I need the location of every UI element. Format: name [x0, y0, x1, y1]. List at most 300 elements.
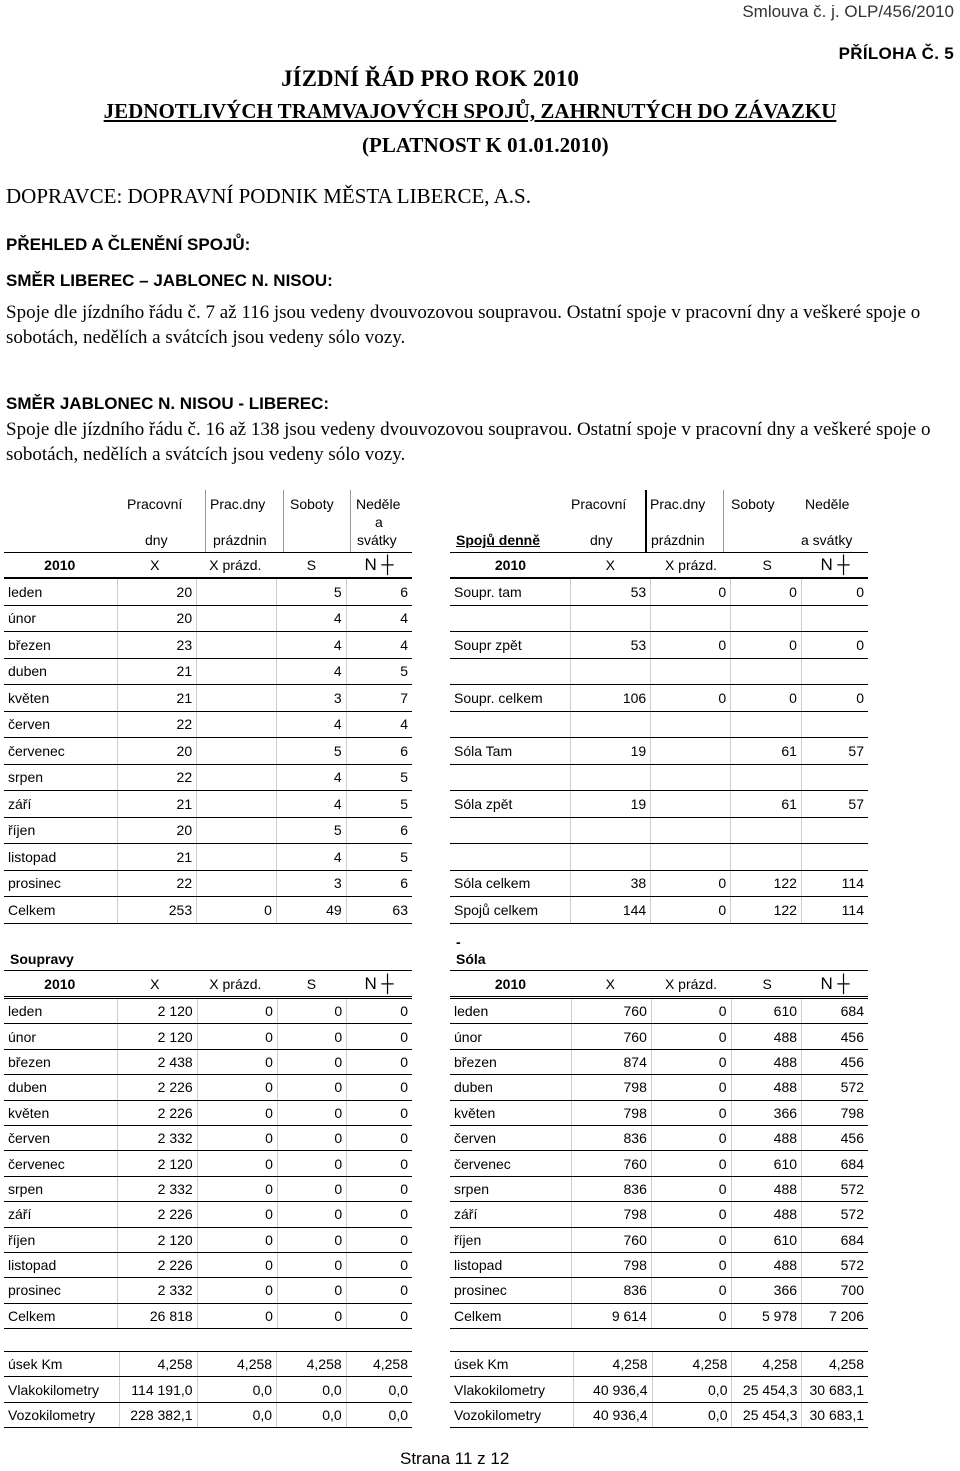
cell-value: 836 [572, 1278, 651, 1303]
row-label: prosinec [450, 1278, 572, 1303]
cell-value [801, 711, 868, 738]
cell-value [731, 658, 802, 685]
table-row [450, 764, 868, 791]
code-xp: X prázd. [664, 975, 718, 992]
code-s: S [762, 975, 772, 992]
cell-value: 760 [572, 1024, 651, 1049]
cell-value [571, 711, 651, 738]
row-label: duben [4, 1075, 117, 1100]
row-label: květen [4, 1100, 117, 1125]
code-x: X [605, 975, 615, 992]
cell-value: 0 [197, 1227, 277, 1252]
cell-value: 9 614 [572, 1303, 651, 1328]
cell-value: 4,258 [346, 1352, 412, 1377]
header-divider [723, 490, 724, 552]
cell-value: 0 [277, 1176, 346, 1201]
col-header-holiday-workdays-2: prázdnin [213, 532, 267, 548]
table-row [4, 791, 412, 818]
cell-value: 572 [802, 1075, 868, 1100]
cell-value: 26 818 [117, 1303, 197, 1328]
cell-value: 5 [346, 791, 412, 818]
cell-value: 23 [117, 632, 197, 659]
table-row [4, 658, 412, 685]
cell-value: 0 [197, 1278, 277, 1303]
row-label [450, 817, 571, 844]
table-row [450, 1303, 868, 1328]
cell-value: 0,0 [652, 1377, 732, 1402]
cell-value: 38 [571, 870, 651, 897]
cell-value: 0 [277, 999, 346, 1024]
sola-table [450, 998, 868, 1329]
row-label: Soupr. tam [450, 579, 571, 606]
cell-value: 40 936,4 [574, 1377, 652, 1402]
cell-value: 30 683,1 [802, 1377, 868, 1402]
code-n: N ┼ [364, 554, 394, 574]
cell-value: 0 [347, 999, 412, 1024]
cell-value: 25 454,3 [732, 1402, 802, 1427]
cell-value [197, 711, 277, 738]
row-label: prosinec [4, 1278, 117, 1303]
cell-value: 22 [117, 711, 197, 738]
table-row [450, 1176, 868, 1201]
cell-value: 61 [731, 791, 802, 818]
table-row [4, 1176, 412, 1201]
cell-value: 21 [117, 658, 197, 685]
cell-value: 456 [802, 1125, 868, 1150]
cell-value: 456 [802, 1024, 868, 1049]
cell-value: 0 [651, 1252, 731, 1277]
cell-value: 5 [276, 579, 346, 606]
code-row-sola [450, 971, 868, 996]
cell-value: 0 [651, 897, 731, 924]
cell-value: 366 [731, 1278, 802, 1303]
row-label [450, 764, 571, 791]
row-label: únor [4, 1024, 117, 1049]
sola-km-table [450, 1351, 868, 1428]
cell-value: 0 [651, 685, 731, 712]
cell-value: 0 [651, 1049, 731, 1074]
table-row [450, 791, 868, 818]
cell-value: 0 [801, 685, 868, 712]
cell-value: 5 [346, 844, 412, 871]
cell-value: 0 [651, 1227, 731, 1252]
table-row [4, 1352, 412, 1377]
row-label: říjen [450, 1227, 572, 1252]
code-row-right [450, 552, 868, 577]
cell-value [197, 685, 277, 712]
cell-value: 7 [346, 685, 412, 712]
validity-note: (PLATNOST K 01.01.2010) [362, 133, 609, 157]
cell-value [651, 791, 731, 818]
cell-value: 5 [276, 738, 346, 765]
cell-value: 0,0 [277, 1377, 347, 1402]
cell-value: 7 206 [802, 1303, 868, 1328]
table-row [450, 1377, 868, 1402]
col-header-sundays-2: a [375, 514, 383, 530]
cell-value [197, 764, 277, 791]
connections-table [450, 578, 868, 924]
table-row [450, 1352, 868, 1377]
cell-value: 5 [346, 658, 412, 685]
col-header-sundays-3: svátky [357, 532, 397, 548]
cell-value: 0 [277, 1100, 346, 1125]
cell-value: 20 [117, 738, 197, 765]
table-row [450, 1100, 868, 1125]
row-label: listopad [450, 1252, 572, 1277]
cell-value: 0 [197, 1252, 277, 1277]
soupravy-table [4, 998, 412, 1329]
row-label: únor [450, 1024, 572, 1049]
cell-value: 144 [571, 897, 651, 924]
cell-value: 4,258 [652, 1352, 732, 1377]
row-label: leden [450, 999, 572, 1024]
cell-value: 0 [277, 1125, 346, 1150]
cell-value [731, 764, 802, 791]
direction-2-text: Spoje dle jízdního řádu č. 16 až 138 jsou vedeny dvouvozovou soupravou. Ostatní spoje v pracovní dny a veškeré spoje o sobotách, nedělích a svátcích jsou vedeny sólo vozy. [6, 419, 931, 465]
cell-value [651, 658, 731, 685]
code-row-left [4, 552, 412, 577]
cell-value: 700 [802, 1278, 868, 1303]
cell-value: 122 [731, 870, 802, 897]
cell-value: 0 [197, 1176, 277, 1201]
cell-value: 4,258 [197, 1352, 277, 1377]
row-label: březen [4, 632, 117, 659]
cell-value [731, 844, 802, 871]
cell-value: 0 [197, 999, 277, 1024]
cell-value [571, 817, 651, 844]
row-label: listopad [4, 844, 117, 871]
cell-value: 0 [347, 1100, 412, 1125]
cell-value [651, 844, 731, 871]
sola-dash: - [456, 934, 461, 950]
cell-value: 0 [347, 1049, 412, 1074]
cell-value: 0,0 [652, 1402, 732, 1427]
cell-value: 0 [801, 632, 868, 659]
row-label: Vlakokilometry [450, 1377, 574, 1402]
cell-value: 0 [651, 1075, 731, 1100]
cell-value: 4,258 [732, 1352, 802, 1377]
cell-value: 2 226 [117, 1100, 197, 1125]
table-row [4, 1202, 412, 1227]
col-header-holiday-workdays: Prac.dny [210, 496, 266, 512]
cell-value [197, 870, 277, 897]
cell-value: 49 [276, 897, 346, 924]
cell-value [651, 711, 731, 738]
cell-value: 2 120 [117, 1024, 197, 1049]
cell-value: 0 [347, 1252, 412, 1277]
cell-value: 0 [347, 1176, 412, 1201]
cell-value: 0 [347, 1278, 412, 1303]
table-row [4, 1075, 412, 1100]
col-header-holiday-workdays-right-2: prázdnin [651, 532, 705, 548]
cell-value: 0 [277, 1303, 346, 1328]
cell-value: 4 [346, 711, 412, 738]
cell-value: 114 [801, 870, 868, 897]
code-x: X [150, 556, 160, 573]
row-label: září [4, 791, 117, 818]
code-xp: X prázd. [209, 556, 262, 573]
col-header-saturdays: Soboty [290, 496, 334, 512]
code-n: N ┼ [820, 973, 850, 993]
cell-value: 2 226 [117, 1075, 197, 1100]
row-label: listopad [4, 1252, 117, 1277]
cell-value: 836 [572, 1125, 651, 1150]
table-row [4, 1151, 412, 1176]
cell-value: 0 [277, 1024, 346, 1049]
row-label: Celkem [4, 897, 117, 924]
row-label: červenec [4, 738, 117, 765]
cell-value: 488 [731, 1202, 802, 1227]
cell-value: 836 [572, 1176, 651, 1201]
table-row [4, 1252, 412, 1277]
cell-value: 0 [277, 1049, 346, 1074]
cell-value: 572 [802, 1202, 868, 1227]
cell-value: 760 [572, 1151, 651, 1176]
contract-reference: Smlouva č. j. OLP/456/2010 [742, 2, 954, 21]
cell-value: 366 [731, 1100, 802, 1125]
code-x: X [150, 975, 160, 992]
table-row [450, 870, 868, 897]
cell-value: 21 [117, 791, 197, 818]
table-row [450, 1024, 868, 1049]
cell-value: 874 [572, 1049, 651, 1074]
row-label: červen [450, 1125, 572, 1150]
cell-value: 0,0 [346, 1377, 412, 1402]
cell-value: 0,0 [277, 1402, 347, 1427]
cell-value: 0 [347, 1125, 412, 1150]
col-header-saturdays-right: Soboty [731, 496, 775, 512]
cell-value: 488 [731, 1176, 802, 1201]
cell-value [651, 764, 731, 791]
table-row [450, 1075, 868, 1100]
cell-value: 2 332 [117, 1176, 197, 1201]
header-divider [205, 490, 206, 552]
table-row [450, 1402, 868, 1427]
table-row [4, 1049, 412, 1074]
cell-value: 4,258 [802, 1352, 868, 1377]
table-row [4, 685, 412, 712]
header-divider [645, 490, 647, 552]
cell-value: 21 [117, 844, 197, 871]
row-label: Vozokilometry [450, 1402, 574, 1427]
cell-value: 20 [117, 605, 197, 632]
row-label [450, 844, 571, 871]
table-row [4, 711, 412, 738]
cell-value: 20 [117, 817, 197, 844]
cell-value: 0 [651, 1125, 731, 1150]
table-row [450, 999, 868, 1024]
cell-value [571, 605, 651, 632]
cell-value: 63 [346, 897, 412, 924]
cell-value: 0 [651, 1303, 731, 1328]
cell-value: 610 [731, 1227, 802, 1252]
cell-value: 0 [731, 685, 802, 712]
table-row [450, 1125, 868, 1150]
cell-value: 572 [802, 1176, 868, 1201]
row-label: říjen [4, 1227, 117, 1252]
table-row [450, 1049, 868, 1074]
cell-value: 114 [801, 897, 868, 924]
cell-value: 0,0 [197, 1402, 277, 1427]
code-n: N ┼ [820, 554, 850, 574]
cell-value: 2 226 [117, 1202, 197, 1227]
row-label: srpen [4, 764, 117, 791]
cell-value: 0 [651, 1151, 731, 1176]
cell-value: 0 [347, 1202, 412, 1227]
cell-value: 610 [731, 999, 802, 1024]
table-row [450, 1252, 868, 1277]
cell-value [197, 579, 277, 606]
row-label: prosinec [4, 870, 117, 897]
cell-value: 572 [802, 1252, 868, 1277]
table-row [4, 1377, 412, 1402]
cell-value: 0 [197, 1151, 277, 1176]
cell-value: 0 [277, 1227, 346, 1252]
table-row [450, 632, 868, 659]
row-label: leden [4, 999, 117, 1024]
cell-value: 4 [276, 764, 346, 791]
cell-value [197, 844, 277, 871]
cell-value: 0 [651, 1024, 731, 1049]
row-label: Soupr zpět [450, 632, 571, 659]
row-label: srpen [4, 1176, 117, 1201]
cell-value: 6 [346, 870, 412, 897]
table-row [450, 817, 868, 844]
cell-value: 122 [731, 897, 802, 924]
table-row [450, 1202, 868, 1227]
table-row [450, 711, 868, 738]
table-row [4, 1402, 412, 1427]
cell-value: 0 [277, 1252, 346, 1277]
carrier-line: DOPRAVCE: DOPRAVNÍ PODNIK MĚSTA LIBERCE, A.S. [6, 184, 531, 208]
cell-value: 6 [346, 738, 412, 765]
cell-value: 0 [197, 1024, 277, 1049]
row-label: duben [4, 658, 117, 685]
cell-value [197, 605, 277, 632]
cell-value: 488 [731, 1125, 802, 1150]
row-label: březen [450, 1049, 572, 1074]
table-row [450, 605, 868, 632]
cell-value: 0,0 [197, 1377, 277, 1402]
cell-value: 0 [801, 579, 868, 606]
cell-value: 57 [801, 738, 868, 765]
cell-value: 798 [572, 1075, 651, 1100]
direction-2-heading: SMĚR JABLONEC N. NISOU - LIBEREC: [6, 394, 330, 413]
code-xp: X prázd. [664, 556, 718, 573]
direction-1-text: Spoje dle jízdního řádu č. 7 až 116 jsou vedeny dvouvozovou soupravou. Ostatní spoje v pracovní dny a veškeré spoje o sobotách, nedělích a svátcích jsou vedeny sólo vozy. [6, 302, 921, 348]
row-label: Spojů celkem [450, 897, 571, 924]
table-row [4, 1100, 412, 1125]
row-label [450, 658, 571, 685]
cell-value: 2 120 [117, 999, 197, 1024]
cell-value: 0 [347, 1151, 412, 1176]
cell-value: 53 [571, 579, 651, 606]
cell-value: 488 [731, 1049, 802, 1074]
cell-value: 2 332 [117, 1125, 197, 1150]
soupravy-km-table [4, 1351, 412, 1428]
cell-value: 4 [276, 605, 346, 632]
code-x: X [605, 556, 615, 573]
cell-value [197, 632, 277, 659]
code-year: 2010 [494, 975, 527, 992]
row-label: úsek Km [4, 1352, 119, 1377]
row-label: Sóla zpět [450, 791, 571, 818]
row-label [450, 605, 571, 632]
cell-value: 5 [346, 764, 412, 791]
cell-value: 0 [651, 1202, 731, 1227]
cell-value: 4 [276, 711, 346, 738]
cell-value: 0 [277, 1151, 346, 1176]
cell-value: 2 226 [117, 1252, 197, 1277]
col-header-holiday-workdays-right: Prac.dny [650, 496, 706, 512]
row-label: Celkem [4, 1303, 117, 1328]
cell-value: 798 [572, 1252, 651, 1277]
table-row [4, 844, 412, 871]
cell-value: 0 [197, 1125, 277, 1150]
table-row [4, 764, 412, 791]
cell-value [197, 738, 277, 765]
table-row [450, 685, 868, 712]
code-year: 2010 [44, 556, 76, 573]
code-xp: X prázd. [209, 975, 262, 992]
cell-value [801, 817, 868, 844]
overview-heading: PŘEHLED A ČLENĚNÍ SPOJŮ: [6, 235, 251, 254]
col-header-sundays-right: Neděle [805, 496, 850, 512]
cell-value: 0 [731, 579, 802, 606]
cell-value: 0 [347, 1024, 412, 1049]
cell-value: 2 438 [117, 1049, 197, 1074]
header-divider [283, 490, 284, 552]
cell-value: 4 [276, 844, 346, 871]
cell-value [571, 844, 651, 871]
cell-value: 6 [346, 579, 412, 606]
table-row [450, 579, 868, 606]
sola-title: Sóla [456, 951, 486, 967]
cell-value: 2 332 [117, 1278, 197, 1303]
cell-value: 4 [346, 605, 412, 632]
header-divider [350, 490, 351, 552]
cell-value [801, 658, 868, 685]
cell-value: 798 [802, 1100, 868, 1125]
cell-value: 22 [117, 870, 197, 897]
cell-value [651, 738, 731, 765]
cell-value: 0 [651, 999, 731, 1024]
document-title: JÍZDNÍ ŘÁD PRO ROK 2010 [281, 66, 579, 91]
row-label: úsek Km [450, 1352, 574, 1377]
row-label: říjen [4, 817, 117, 844]
row-label: březen [4, 1049, 117, 1074]
rule [4, 996, 412, 997]
table-row [450, 1227, 868, 1252]
cell-value [801, 605, 868, 632]
cell-value: 0 [277, 1075, 346, 1100]
table-row [4, 817, 412, 844]
cell-value: 684 [802, 999, 868, 1024]
cell-value: 22 [117, 764, 197, 791]
table-row [450, 897, 868, 924]
row-label: Soupr. celkem [450, 685, 571, 712]
cell-value: 4 [276, 632, 346, 659]
table-row [4, 1024, 412, 1049]
cell-value: 0 [197, 1075, 277, 1100]
table-row [4, 870, 412, 897]
row-label: květen [4, 685, 117, 712]
cell-value: 0,0 [346, 1402, 412, 1427]
cell-value: 0 [197, 897, 277, 924]
cell-value: 0 [197, 1100, 277, 1125]
cell-value: 488 [731, 1024, 802, 1049]
cell-value: 610 [731, 1151, 802, 1176]
